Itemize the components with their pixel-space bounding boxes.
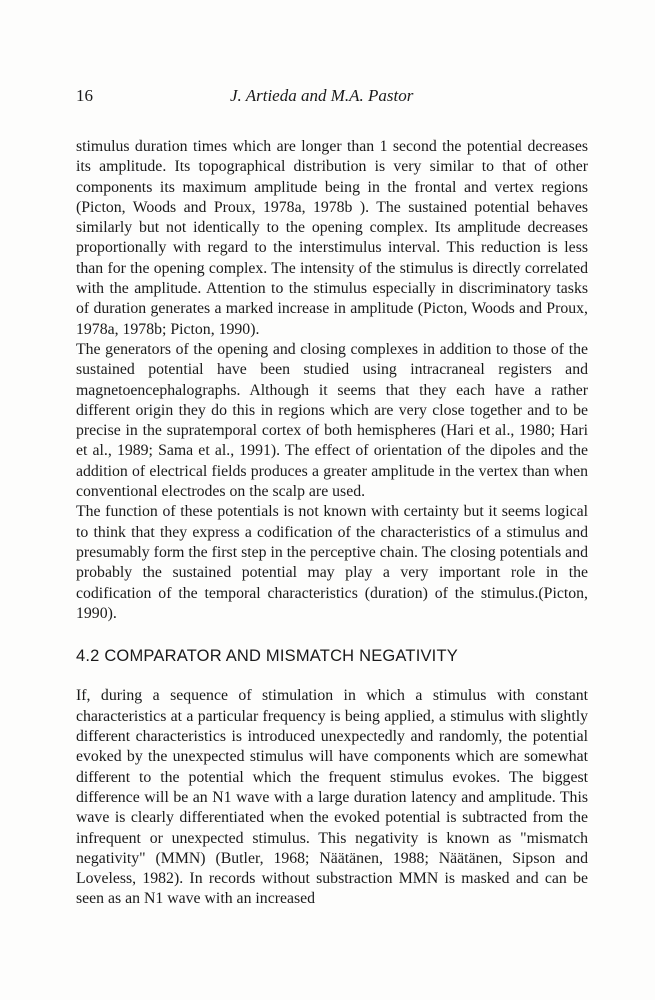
body-text [76,137,588,910]
page-number: 16 [76,86,93,105]
paragraph: The generators of the opening and closing complexes in addition to those of the sustained potential have been studied using intracraneal registers and magnetoencephalographs. Although it seems that they each have a rather different origin they do this in regions which are very close together and to be precise in the supratemporal cortex of both hemispheres (Hari et al., 1980; Hari et al., 1989; Sama et al., 1991). The effect of orientation of the dipoles and the addition of electrical fields produces a greater amplitude in the vertex than when conventional electrodes on the scalp are used. [76,340,588,501]
paragraph: stimulus duration times which are longer than 1 second the potential decreases its amplitude. Its topographical distribution is very similar to that of other components its maximum amplitude being in the frontal and vertex regions (Picton, Woods and Proux, 1978a, 1978b ). The sustained potential behaves similarly but not identically to the opening complex. Its amplitude decreases proportionally with regard to the interstimulus interval. This reduction is less than for the opening complex. The intensity of the stimulus is directly correlated with the amplitude. Attention to the stimulus especially in discriminatory tasks of duration generates a marked increase in amplitude (Picton, Woods and Proux, 1978a, 1978b; Picton, 1990). [76,138,588,338]
paragraph: The function of these potentials is not known with certainty but it seems logical to think that they express a codification of the characteristics of a stimulus and presumably form the first step in the perceptive chain. The closing potentials and probably the sustained potential may play a very important role in the codification of the temporal characteristics (duration) of the stimulus.(Picton, 1990). [76,503,588,622]
running-head: J. Artieda and M.A. Pastor [230,86,414,105]
paragraph: If, during a sequence of stimulation in which a stimulus with constant characteristics at a particular frequency is being applied, a stimulus with slightly different characteristics is introduced unexpectedly and randomly, the potential evoked by the unexpected stimulus will have components which are somewhat different to the potential which the frequent stimulus evokes. The biggest difference will be an N1 wave with a large duration latency and amplitude. This wave is clearly differentiated when the evoked potential is subtracted from the infrequent or unexpected stimulus. This negativity is known as "mismatch negativity" (MMN) (Butler, 1968; Näätänen, 1988; Näätänen, Sipson and Loveless, 1982). In records without substraction MMN is masked and can be seen as an N1 wave with an increased [76,687,588,908]
section-heading: 4.2 COMPARATOR AND MISMATCH NEGATIVITY [76,647,458,666]
page-header [76,86,586,108]
